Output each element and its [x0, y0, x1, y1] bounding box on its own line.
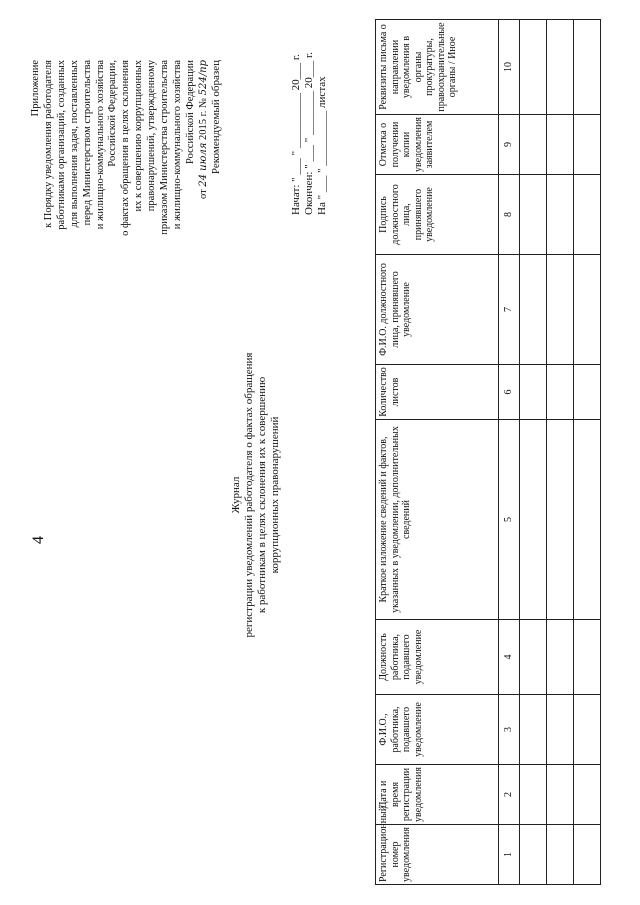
journal-subtitle-line: к работникам в целях склонения их к совершению: [256, 376, 268, 614]
appendix-line: к Порядку уведомления работодателя: [42, 60, 54, 228]
date-ended: Окончен: " ___ " ________ 20___ г.: [303, 52, 315, 215]
empty-cell: [547, 20, 574, 115]
column-number: 6: [499, 365, 520, 420]
header-cell: Количество листов: [376, 365, 499, 420]
sample-label: Рекомендуемый образец: [210, 60, 222, 175]
table-empty-row: [520, 20, 547, 885]
empty-cell: [547, 765, 574, 825]
journal-dates: [290, 45, 329, 215]
appendix-line: работниками организаций, созданных: [55, 60, 67, 230]
empty-cell: [520, 825, 547, 885]
date-started: Начат: " ___ " __________ 20___ г.: [290, 54, 302, 215]
empty-cell: [520, 20, 547, 115]
empty-cell: [520, 695, 547, 765]
header-cell: Должность работника, подавшего уведомление: [376, 620, 499, 695]
column-number: 3: [499, 695, 520, 765]
header-cell: Подпись должностного лица, принявшего уведомление: [376, 175, 499, 255]
empty-cell: [574, 695, 601, 765]
handwritten-date: 24 июля: [197, 142, 209, 187]
empty-cell: [520, 175, 547, 255]
empty-cell: [574, 115, 601, 175]
empty-cell: [547, 420, 574, 620]
empty-cell: [574, 420, 601, 620]
table-empty-row: [547, 20, 574, 885]
table-empty-row: [574, 20, 601, 885]
column-number: 4: [499, 620, 520, 695]
appendix-line: о фактах обращения в целях склонения: [120, 60, 132, 236]
empty-cell: [574, 825, 601, 885]
table-number-row: [499, 20, 520, 885]
appendix-line: Приложение: [30, 60, 41, 117]
empty-cell: [547, 175, 574, 255]
column-number: 9: [499, 115, 520, 175]
appendix-line: Российской Федерации: [184, 60, 196, 164]
empty-cell: [574, 365, 601, 420]
page-number: 4: [30, 536, 47, 544]
handwritten-number: 524/пр: [197, 60, 209, 96]
column-number: 7: [499, 255, 520, 365]
appendix-line: и жилищно-коммунального хозяйства: [171, 60, 183, 230]
journal-heading: [230, 215, 282, 775]
empty-cell: [547, 695, 574, 765]
header-cell: Отметка о получении копии уведомления заявителем: [376, 115, 499, 175]
appendix-line: перед Министерством строительства: [81, 60, 93, 226]
empty-cell: [520, 255, 547, 365]
empty-cell: [547, 255, 574, 365]
appendix-line: для выполнения задач, поставленных: [68, 60, 80, 228]
empty-cell: [520, 115, 547, 175]
appendix-line: правонарушений, утвержденному: [146, 60, 158, 212]
appendix-line: приказом Министерства строительства: [159, 60, 171, 235]
empty-cell: [547, 620, 574, 695]
column-number: 5: [499, 420, 520, 620]
empty-cell: [574, 20, 601, 115]
appendix-block: [10, 60, 235, 905]
column-number: 8: [499, 175, 520, 255]
header-cell: Регистрационный номер уведомления: [376, 825, 499, 885]
journal-subtitle-line: коррупционных правонарушений: [269, 416, 281, 574]
header-cell: Краткое изложение сведений и фактов, указанных в уведомлении, дополнительных сведений: [376, 420, 499, 620]
empty-cell: [547, 825, 574, 885]
empty-cell: [520, 420, 547, 620]
empty-cell: [520, 365, 547, 420]
empty-cell: [520, 620, 547, 695]
date-year: 2015 г. №: [197, 97, 209, 140]
appendix-line: и жилищно-коммунального хозяйства: [94, 60, 106, 230]
journal-title: Журнал: [230, 476, 242, 514]
empty-cell: [574, 255, 601, 365]
journal-subtitle-line: регистрации уведомлений работодателя о фактах обращения: [243, 352, 255, 638]
header-cell: Ф.И.О., работника, подавшего уведомление: [376, 695, 499, 765]
empty-cell: [574, 765, 601, 825]
pages-count: На " ___ " __________ листах: [316, 76, 328, 215]
column-number: 10: [499, 20, 520, 115]
column-number: 1: [499, 825, 520, 885]
column-number: 2: [499, 765, 520, 825]
appendix-date-line: [198, 60, 211, 390]
header-cell: Дата и время регистрации уведомления: [376, 765, 499, 825]
empty-cell: [574, 175, 601, 255]
empty-cell: [547, 365, 574, 420]
header-cell: Ф.И.О. должностного лица, принявшего уведомление: [376, 255, 499, 365]
header-cell: Реквизиты письма о направлении уведомления в органы прокуратуры, правоохранительные органы / Иное: [376, 20, 499, 115]
appendix-line: их к совершению коррупционных: [133, 60, 145, 212]
appendix-line: Российской Федерации,: [107, 60, 119, 167]
registration-table: [375, 19, 601, 885]
date-prefix: от: [197, 189, 209, 200]
empty-cell: [547, 115, 574, 175]
empty-cell: [520, 765, 547, 825]
empty-cell: [574, 620, 601, 695]
table-header-row: [376, 20, 499, 885]
